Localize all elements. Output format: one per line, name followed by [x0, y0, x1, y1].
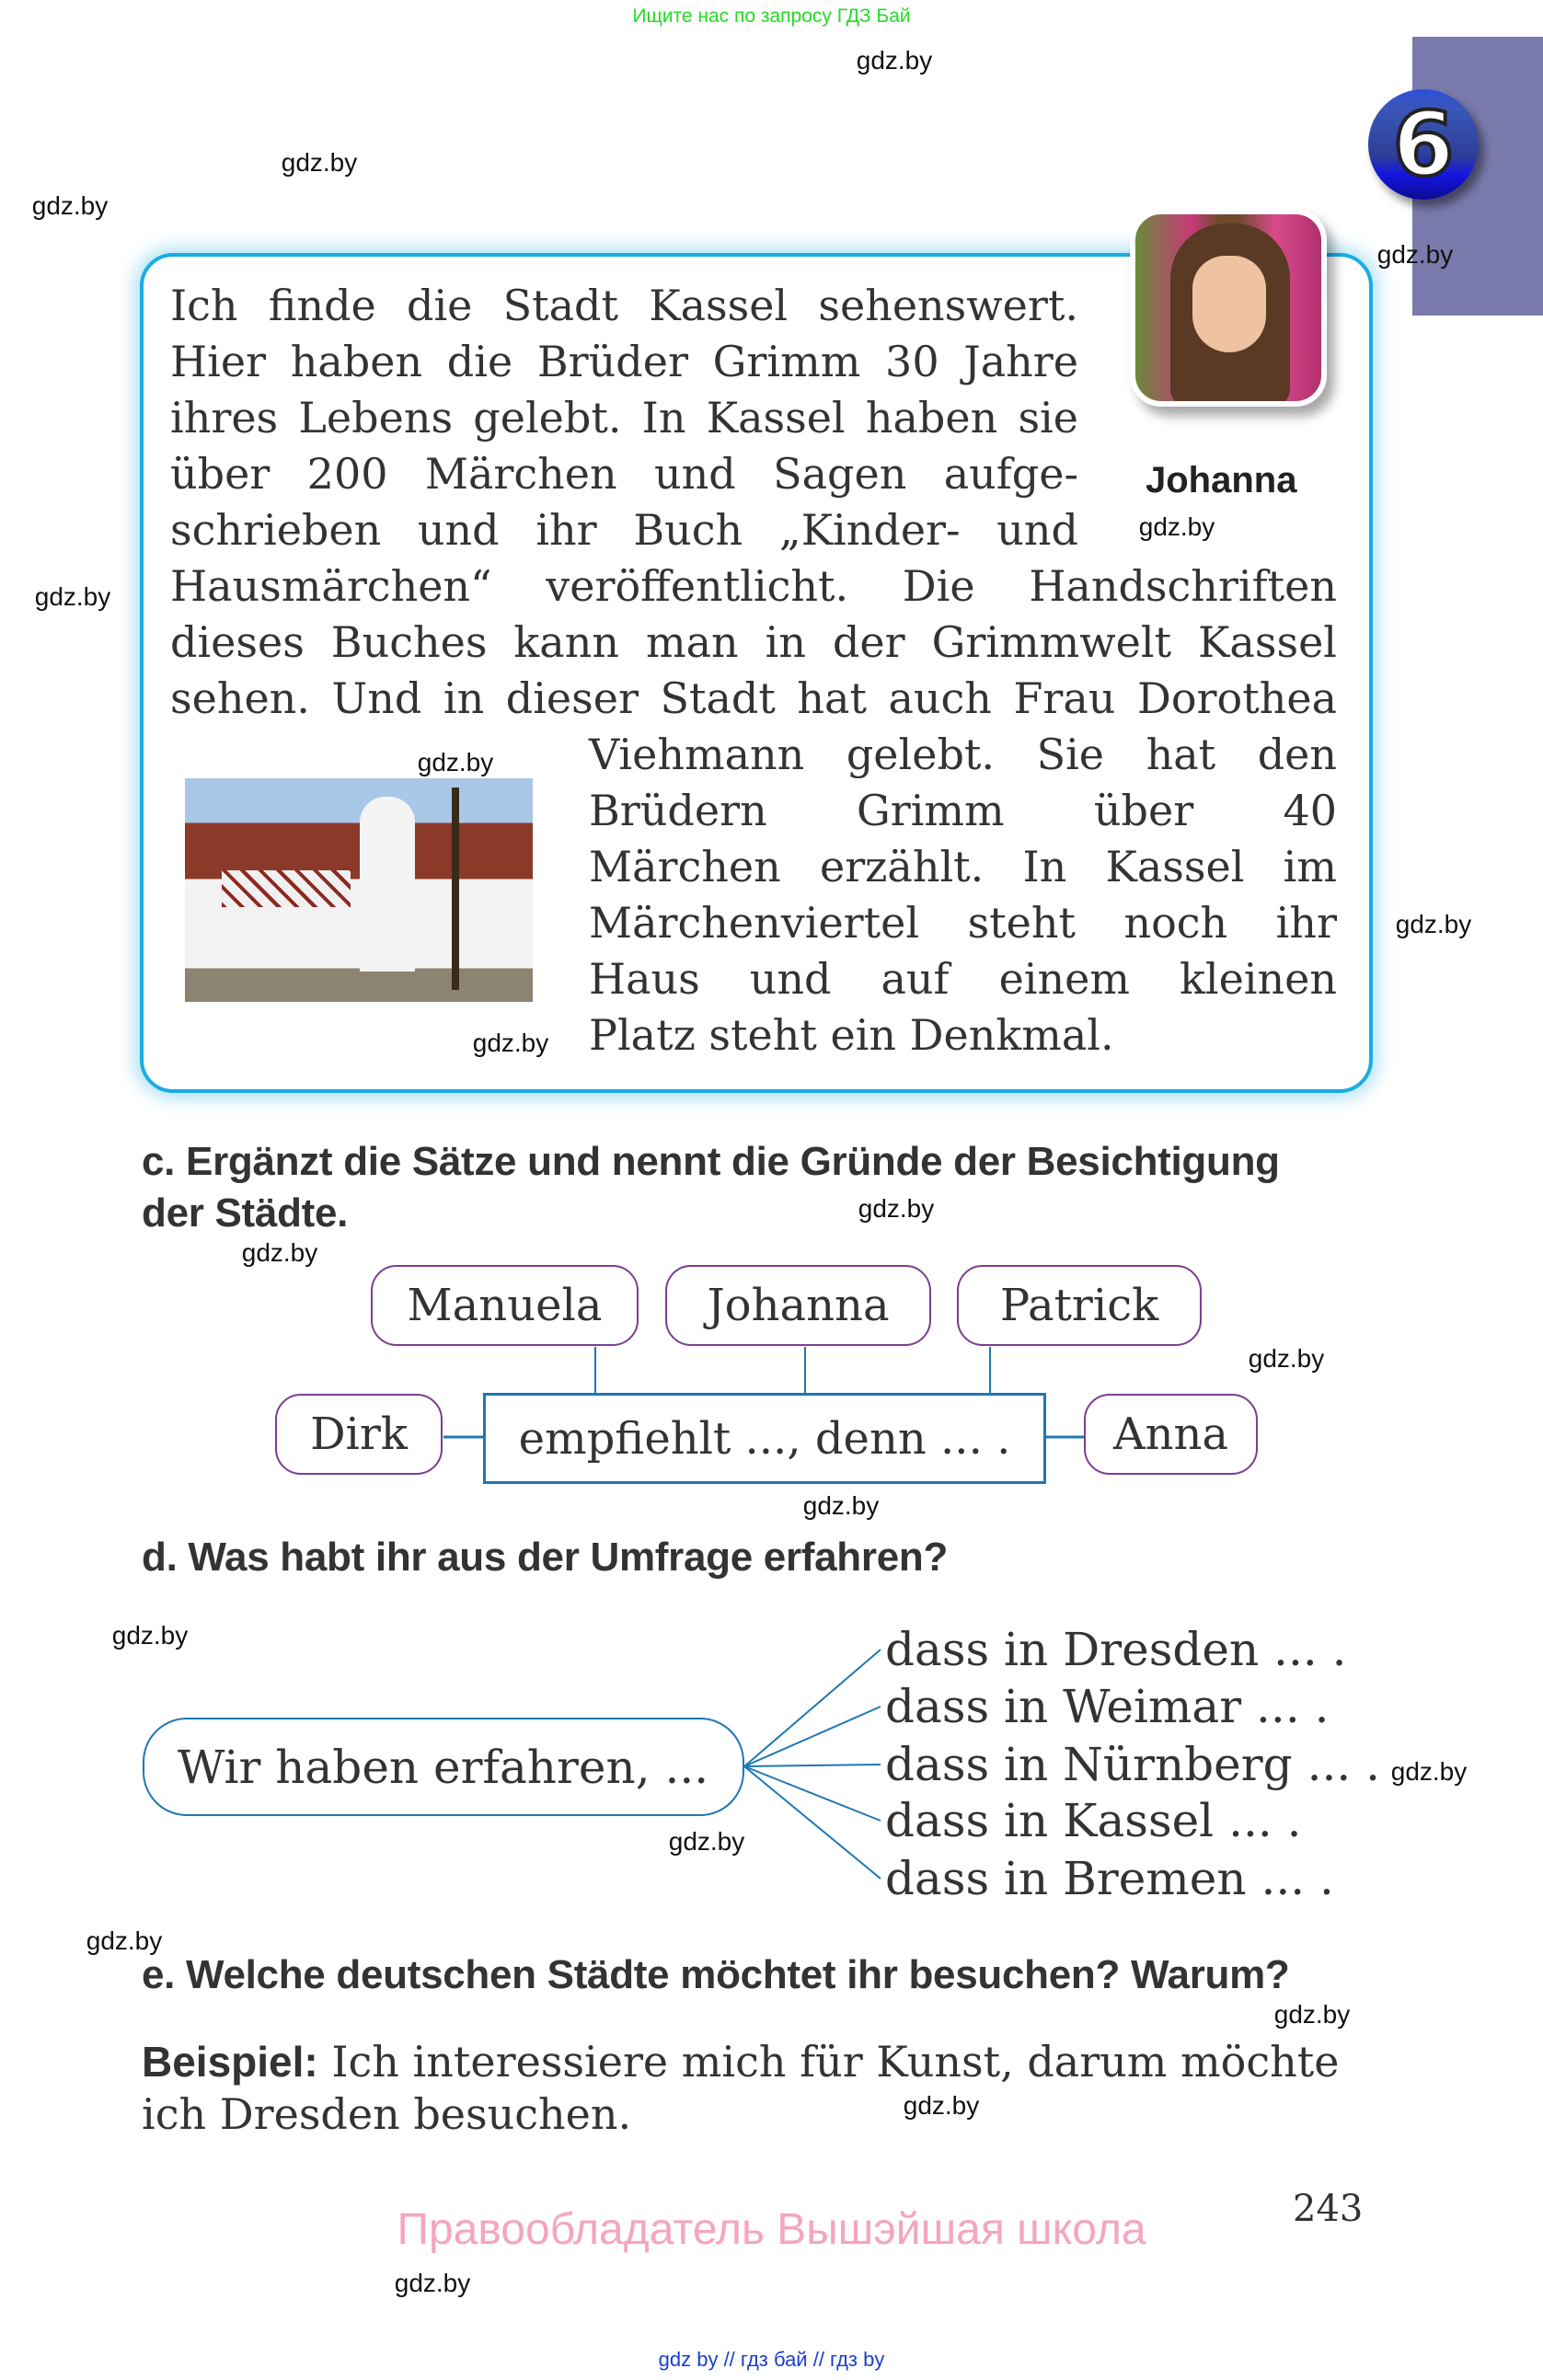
- text-line: Hausmärchen“ veröffentlicht. Die Handschriften: [170, 561, 1337, 611]
- text-line: über 200 Märchen und Sagen aufge-: [170, 449, 1078, 499]
- example-label: Beispiel:: [142, 2038, 318, 2086]
- copyright-notice: Правообладатель Вышэйшая школа: [397, 2205, 1146, 2254]
- watermark: gdz.by: [1395, 910, 1472, 938]
- johanna-portrait-image: [1130, 209, 1327, 407]
- name-pill-johanna: Johanna: [665, 1265, 931, 1346]
- text-line: Hier haben die Brüder Grimm 30 Jahre: [170, 337, 1078, 386]
- chapter-number: 6: [1392, 93, 1455, 196]
- section-c-heading-line2: der Städte.: [142, 1190, 349, 1236]
- branch-weimar: dass in Weimar ... .: [885, 1680, 1330, 1733]
- section-e-heading: e. Welche deutschen Städte möchtet ihr besuchen? Warum?: [142, 1952, 1290, 1997]
- card-text-narrow: [170, 278, 1078, 558]
- watermark: gdz.by: [472, 1029, 549, 1057]
- watermark: gdz.by: [281, 148, 358, 177]
- house-tower: [360, 797, 415, 972]
- footer-links[interactable]: gdz by // гдз бай // гдз by: [658, 2348, 885, 2371]
- watermark: gdz.by: [802, 1491, 880, 1520]
- text-line: Viehmann gelebt. Sie hat den: [589, 730, 1337, 779]
- viehmann-house-image: [185, 778, 533, 1002]
- text-line: ihres Lebens gelebt. In Kassel haben sie: [170, 393, 1078, 443]
- section-d-heading: d. Was habt ihr aus der Umfrage erfahren?: [142, 1535, 949, 1580]
- watermark: gdz.by: [1390, 1757, 1468, 1786]
- sentence-template-box: empfiehlt ..., denn ... .: [483, 1393, 1046, 1484]
- watermark: gdz.by: [86, 1926, 163, 1955]
- text-line: Märchen erzählt. In Kassel im: [589, 842, 1337, 891]
- house-timber-frame: [222, 870, 351, 907]
- section-c-heading-line1: c. Ergänzt die Sätze und nennt die Gründe der Besichtigung: [142, 1139, 1280, 1184]
- name-pill-patrick: Patrick: [957, 1265, 1202, 1346]
- text-line: sehen. Und in dieser Stadt hat auch Frau Dorothea: [170, 673, 1337, 723]
- branch-nuernberg: dass in Nürnberg ... .: [885, 1738, 1381, 1791]
- watermark: gdz.by: [34, 582, 111, 611]
- name-pill-dirk: Dirk: [275, 1394, 443, 1475]
- example-line-2: ich Dresden besuchen.: [142, 2089, 632, 2139]
- page-number: 243: [1293, 2188, 1364, 2230]
- text-line: Haus und auf einem kleinen: [589, 954, 1337, 1004]
- text-line: Brüdern Grimm über 40: [589, 786, 1337, 835]
- example-text: Ich interessiere mich für Kunst, darum möchte: [317, 2037, 1340, 2087]
- branch-bremen: dass in Bremen ... .: [885, 1852, 1334, 1905]
- watermark: gdz.by: [1248, 1344, 1325, 1373]
- text-line: dieses Buches kann man in der Grimmwelt Kassel: [170, 617, 1337, 667]
- watermark: gdz.by: [856, 46, 933, 75]
- watermark: gdz.by: [858, 1194, 935, 1223]
- text-line: schrieben und ihr Buch „Kinder- und: [170, 505, 1078, 555]
- branch-dresden: dass in Dresden ... .: [885, 1623, 1347, 1676]
- portrait-face: [1192, 256, 1266, 352]
- card-text-right: [589, 727, 1337, 1064]
- text-line: Märchenviertel steht noch ihr: [589, 898, 1337, 948]
- branch-kassel: dass in Kassel ... .: [885, 1794, 1302, 1847]
- name-pill-manuela: Manuela: [371, 1265, 639, 1346]
- text-line: Platz steht ein Denkmal.: [589, 1010, 1114, 1060]
- example-line-1: [142, 2037, 1339, 2087]
- search-hint-banner: Ищите нас по запросу ГДЗ Бай: [632, 6, 911, 27]
- watermark: gdz.by: [1376, 240, 1454, 269]
- house-tree: [452, 788, 459, 990]
- watermark: gdz.by: [417, 748, 494, 776]
- card-text-full: [170, 558, 1337, 727]
- watermark: gdz.by: [903, 2091, 980, 2120]
- watermark: gdz.by: [1138, 512, 1215, 541]
- survey-root-box: Wir haben erfahren, ...: [143, 1718, 744, 1816]
- watermark: gdz.by: [668, 1827, 745, 1856]
- watermark: gdz.by: [394, 2269, 471, 2297]
- text-line: Ich finde die Stadt Kassel sehenswert.: [170, 281, 1078, 330]
- watermark: gdz.by: [31, 191, 109, 220]
- watermark: gdz.by: [1273, 2000, 1351, 2029]
- watermark: gdz.by: [241, 1238, 318, 1267]
- name-pill-anna: Anna: [1084, 1394, 1258, 1475]
- chapter-badge: [1368, 89, 1479, 200]
- speaker-name-label: Johanna: [1146, 460, 1297, 500]
- watermark: gdz.by: [111, 1621, 189, 1650]
